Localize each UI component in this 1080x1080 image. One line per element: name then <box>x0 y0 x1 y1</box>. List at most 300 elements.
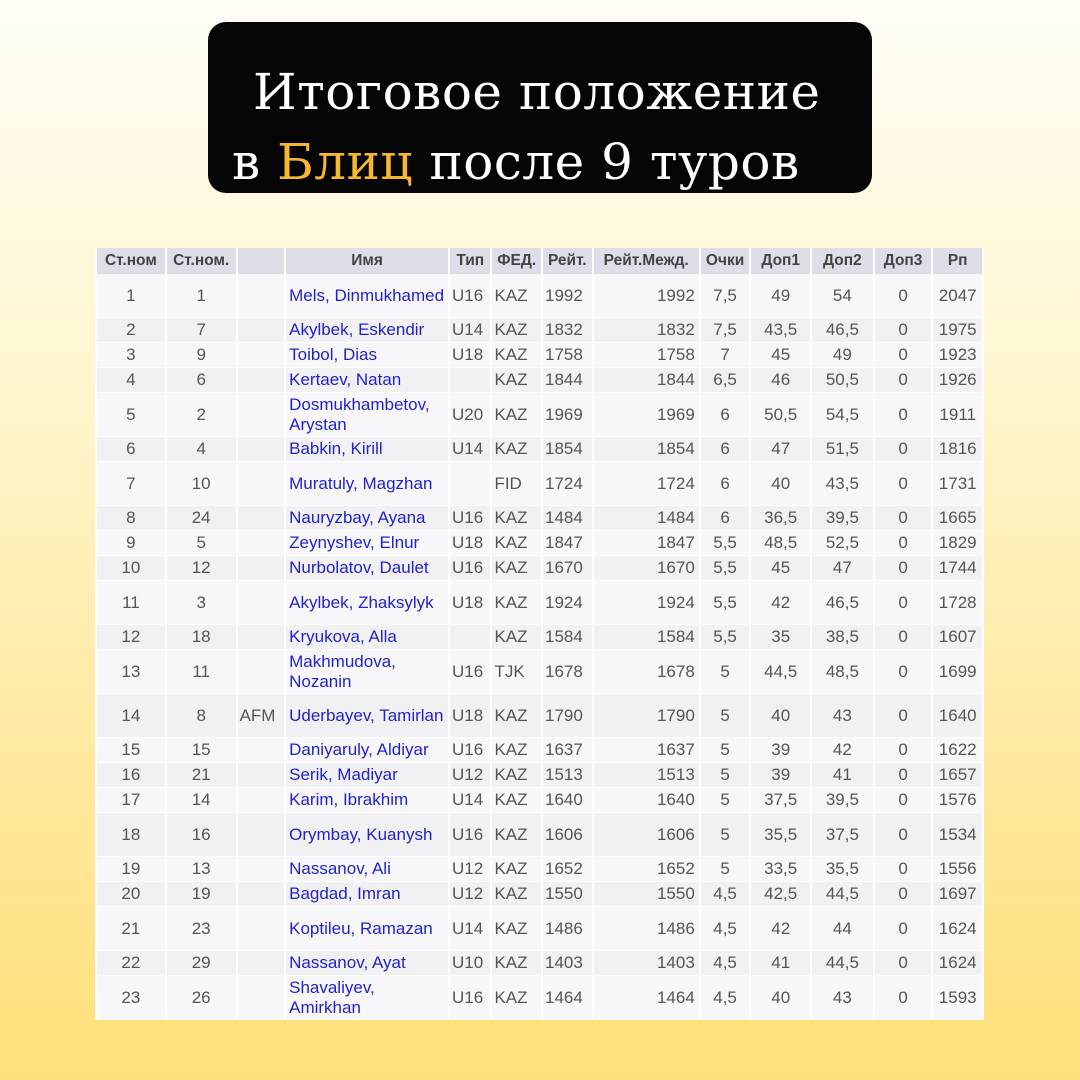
start-no-cell: 23 <box>167 907 236 951</box>
tb3-cell: 0 <box>875 976 932 1020</box>
fed-cell: KAZ <box>492 738 541 763</box>
rank-cell: 7 <box>97 462 165 506</box>
perf-cell: 1697 <box>933 882 982 907</box>
type-cell <box>450 462 490 506</box>
rank-cell: 22 <box>97 951 165 976</box>
table-row <box>97 857 982 882</box>
tb2-cell: 37,5 <box>812 813 873 857</box>
points-cell: 5 <box>701 694 750 738</box>
title-cell <box>238 813 285 857</box>
table-row <box>97 393 982 437</box>
rating-intl-cell: 1640 <box>594 788 699 813</box>
perf-cell: 1534 <box>933 813 982 857</box>
player-name-link[interactable]: Dosmukhambetov, Arystan <box>286 393 448 437</box>
player-name-link[interactable]: Orymbay, Kuanysh <box>286 813 448 857</box>
title-cell <box>238 951 285 976</box>
tb2-cell: 39,5 <box>812 506 873 531</box>
tb3-cell: 0 <box>875 882 932 907</box>
points-cell: 6 <box>701 437 750 462</box>
rating-intl-cell: 1584 <box>594 625 699 650</box>
rank-cell: 11 <box>97 581 165 625</box>
type-cell: U14 <box>450 318 490 343</box>
rating-cell: 1403 <box>543 951 592 976</box>
type-cell: U10 <box>450 951 490 976</box>
type-cell: U16 <box>450 738 490 763</box>
tb2-cell: 35,5 <box>812 857 873 882</box>
rating-cell: 1464 <box>543 976 592 1020</box>
rating-cell: 1637 <box>543 738 592 763</box>
rank-cell: 3 <box>97 343 165 368</box>
title-line-1: Итоговое положение <box>253 63 821 121</box>
tb3-cell: 0 <box>875 368 932 393</box>
perf-cell: 1975 <box>933 318 982 343</box>
perf-cell: 1593 <box>933 976 982 1020</box>
player-name-link[interactable]: Shavaliyev, Amirkhan <box>286 976 448 1020</box>
rank-cell: 10 <box>97 556 165 581</box>
tb2-cell: 46,5 <box>812 581 873 625</box>
player-name-link[interactable]: Nassanov, Ali <box>286 857 448 882</box>
table-row <box>97 506 982 531</box>
tb1-cell: 44,5 <box>751 650 810 694</box>
table-row <box>97 462 982 506</box>
col-start-no-header[interactable]: Ст.ном. <box>167 248 236 274</box>
tb1-cell: 43,5 <box>751 318 810 343</box>
title-cell <box>238 393 285 437</box>
points-cell: 7,5 <box>701 318 750 343</box>
points-cell: 7,5 <box>701 274 750 318</box>
tb2-cell: 46,5 <box>812 318 873 343</box>
rank-cell: 21 <box>97 907 165 951</box>
type-cell: U18 <box>450 531 490 556</box>
title-cell <box>238 857 285 882</box>
fed-cell: KAZ <box>492 274 541 318</box>
fed-cell: KAZ <box>492 882 541 907</box>
title-cell <box>238 318 285 343</box>
player-name-link[interactable]: Akylbek, Eskendir <box>286 318 448 343</box>
tb3-cell: 0 <box>875 274 932 318</box>
fed-cell: KAZ <box>492 393 541 437</box>
fed-cell: KAZ <box>492 318 541 343</box>
title-cell <box>238 650 285 694</box>
col-rank-header[interactable]: Ст.ном <box>97 248 165 274</box>
rank-cell: 16 <box>97 763 165 788</box>
perf-cell: 1657 <box>933 763 982 788</box>
tb1-cell: 35 <box>751 625 810 650</box>
tb1-cell: 50,5 <box>751 393 810 437</box>
col-tb2-header[interactable]: Доп2 <box>812 248 873 274</box>
tb2-cell: 38,5 <box>812 625 873 650</box>
rank-cell: 6 <box>97 437 165 462</box>
title-cell <box>238 274 285 318</box>
perf-cell: 1829 <box>933 531 982 556</box>
fed-cell: KAZ <box>492 976 541 1020</box>
rating-intl-cell: 1854 <box>594 437 699 462</box>
table-row <box>97 907 982 951</box>
player-name-link[interactable]: Kryukova, Alla <box>286 625 448 650</box>
rank-cell: 8 <box>97 506 165 531</box>
tb2-cell: 43 <box>812 976 873 1020</box>
table-row <box>97 318 982 343</box>
table-header-row <box>97 248 982 274</box>
type-cell: U16 <box>450 274 490 318</box>
rating-intl-cell: 1992 <box>594 274 699 318</box>
player-name-link[interactable]: Nauryzbay, Ayana <box>286 506 448 531</box>
table-row <box>97 556 982 581</box>
rating-cell: 1854 <box>543 437 592 462</box>
start-no-cell: 3 <box>167 581 236 625</box>
tb2-cell: 52,5 <box>812 531 873 556</box>
points-cell: 5 <box>701 813 750 857</box>
fed-cell: KAZ <box>492 788 541 813</box>
tb2-cell: 54 <box>812 274 873 318</box>
rating-intl-cell: 1844 <box>594 368 699 393</box>
tb1-cell: 36,5 <box>751 506 810 531</box>
tb3-cell: 0 <box>875 738 932 763</box>
rating-cell: 1550 <box>543 882 592 907</box>
tb3-cell: 0 <box>875 437 932 462</box>
rank-cell: 19 <box>97 857 165 882</box>
fed-cell: KAZ <box>492 556 541 581</box>
fed-cell: KAZ <box>492 368 541 393</box>
rank-cell: 20 <box>97 882 165 907</box>
points-cell: 5 <box>701 788 750 813</box>
tb3-cell: 0 <box>875 462 932 506</box>
rank-cell: 23 <box>97 976 165 1020</box>
title-banner <box>208 22 872 193</box>
rating-cell: 1790 <box>543 694 592 738</box>
title-cell <box>238 907 285 951</box>
rating-cell: 1844 <box>543 368 592 393</box>
table-row <box>97 343 982 368</box>
points-cell: 5,5 <box>701 581 750 625</box>
tb1-cell: 40 <box>751 976 810 1020</box>
col-rating-intl-header[interactable]: Рейт.Межд. <box>594 248 699 274</box>
rank-cell: 4 <box>97 368 165 393</box>
type-cell: U18 <box>450 343 490 368</box>
start-no-cell: 18 <box>167 625 236 650</box>
perf-cell: 1744 <box>933 556 982 581</box>
rank-cell: 1 <box>97 274 165 318</box>
title-cell: AFM <box>238 694 285 738</box>
type-cell: U16 <box>450 556 490 581</box>
type-cell: U12 <box>450 882 490 907</box>
rating-intl-cell: 1606 <box>594 813 699 857</box>
points-cell: 5 <box>701 650 750 694</box>
rating-intl-cell: 1832 <box>594 318 699 343</box>
fed-cell: TJK <box>492 650 541 694</box>
tb2-cell: 44,5 <box>812 951 873 976</box>
start-no-cell: 6 <box>167 368 236 393</box>
tb3-cell: 0 <box>875 907 932 951</box>
fed-cell: KAZ <box>492 951 541 976</box>
fed-cell: KAZ <box>492 813 541 857</box>
rating-intl-cell: 1652 <box>594 857 699 882</box>
rating-intl-cell: 1847 <box>594 531 699 556</box>
perf-cell: 1622 <box>933 738 982 763</box>
start-no-cell: 14 <box>167 788 236 813</box>
player-name-link[interactable]: Bagdad, Imran <box>286 882 448 907</box>
rating-cell: 1652 <box>543 857 592 882</box>
tb1-cell: 39 <box>751 738 810 763</box>
rank-cell: 2 <box>97 318 165 343</box>
rating-cell: 1924 <box>543 581 592 625</box>
rating-intl-cell: 1637 <box>594 738 699 763</box>
player-name-link[interactable]: Nassanov, Ayat <box>286 951 448 976</box>
rating-cell: 1640 <box>543 788 592 813</box>
tb2-cell: 44 <box>812 907 873 951</box>
start-no-cell: 21 <box>167 763 236 788</box>
rating-intl-cell: 1924 <box>594 581 699 625</box>
table-row <box>97 813 982 857</box>
table-row <box>97 368 982 393</box>
rank-cell: 17 <box>97 788 165 813</box>
type-cell: U16 <box>450 813 490 857</box>
tb2-cell: 39,5 <box>812 788 873 813</box>
perf-cell: 1607 <box>933 625 982 650</box>
rank-cell: 12 <box>97 625 165 650</box>
tb1-cell: 45 <box>751 556 810 581</box>
tb2-cell: 54,5 <box>812 393 873 437</box>
tb3-cell: 0 <box>875 788 932 813</box>
rating-intl-cell: 1724 <box>594 462 699 506</box>
points-cell: 7 <box>701 343 750 368</box>
tb3-cell: 0 <box>875 506 932 531</box>
col-tb1-header[interactable]: Доп1 <box>751 248 810 274</box>
tb1-cell: 45 <box>751 343 810 368</box>
rank-cell: 14 <box>97 694 165 738</box>
fed-cell: KAZ <box>492 531 541 556</box>
fed-cell: KAZ <box>492 907 541 951</box>
tb2-cell: 42 <box>812 738 873 763</box>
tb1-cell: 35,5 <box>751 813 810 857</box>
points-cell: 5 <box>701 857 750 882</box>
tb3-cell: 0 <box>875 318 932 343</box>
title-cell <box>238 581 285 625</box>
tb2-cell: 43,5 <box>812 462 873 506</box>
title-prefix: в <box>232 133 261 191</box>
fed-cell: KAZ <box>492 763 541 788</box>
tb3-cell: 0 <box>875 694 932 738</box>
points-cell: 5 <box>701 738 750 763</box>
points-cell: 6,5 <box>701 368 750 393</box>
tb1-cell: 46 <box>751 368 810 393</box>
rating-cell: 1606 <box>543 813 592 857</box>
perf-cell: 1699 <box>933 650 982 694</box>
rating-cell: 1724 <box>543 462 592 506</box>
title-cell <box>238 506 285 531</box>
fed-cell: KAZ <box>492 625 541 650</box>
tb3-cell: 0 <box>875 531 932 556</box>
tb2-cell: 47 <box>812 556 873 581</box>
col-fed-header[interactable]: ФЕД. <box>492 248 541 274</box>
player-name-link[interactable]: Akylbek, Zhaksylyk <box>286 581 448 625</box>
standings-table-container <box>95 248 984 1020</box>
table-row <box>97 976 982 1020</box>
tb1-cell: 41 <box>751 951 810 976</box>
player-name-link[interactable]: Makhmudova, Nozanin <box>286 650 448 694</box>
player-name-link[interactable]: Nurbolatov, Daulet <box>286 556 448 581</box>
title-line-2 <box>232 134 800 190</box>
fed-cell: KAZ <box>492 343 541 368</box>
type-cell: U14 <box>450 907 490 951</box>
rating-intl-cell: 1550 <box>594 882 699 907</box>
tb1-cell: 40 <box>751 462 810 506</box>
points-cell: 5,5 <box>701 556 750 581</box>
player-name-link[interactable]: Zeynyshev, Elnur <box>286 531 448 556</box>
title-cell <box>238 738 285 763</box>
tb1-cell: 37,5 <box>751 788 810 813</box>
tb2-cell: 41 <box>812 763 873 788</box>
type-cell: U14 <box>450 788 490 813</box>
start-no-cell: 11 <box>167 650 236 694</box>
title-suffix: после 9 туров <box>429 133 800 191</box>
player-name-link[interactable]: Koptileu, Ramazan <box>286 907 448 951</box>
start-no-cell: 24 <box>167 506 236 531</box>
rating-cell: 1832 <box>543 318 592 343</box>
rating-intl-cell: 1464 <box>594 976 699 1020</box>
player-name-link[interactable]: Serik, Madiyar <box>286 763 448 788</box>
perf-cell: 1926 <box>933 368 982 393</box>
start-no-cell: 15 <box>167 738 236 763</box>
title-cell <box>238 556 285 581</box>
col-name-header[interactable]: Имя <box>286 248 448 274</box>
tb2-cell: 44,5 <box>812 882 873 907</box>
rating-cell: 1486 <box>543 907 592 951</box>
fed-cell: KAZ <box>492 437 541 462</box>
type-cell <box>450 368 490 393</box>
start-no-cell: 29 <box>167 951 236 976</box>
perf-cell: 1731 <box>933 462 982 506</box>
tb1-cell: 48,5 <box>751 531 810 556</box>
player-name-link[interactable]: Daniyaruly, Aldiyar <box>286 738 448 763</box>
type-cell: U12 <box>450 857 490 882</box>
fed-cell: KAZ <box>492 694 541 738</box>
title-cell <box>238 462 285 506</box>
rank-cell: 9 <box>97 531 165 556</box>
tb3-cell: 0 <box>875 393 932 437</box>
tb1-cell: 42 <box>751 581 810 625</box>
start-no-cell: 5 <box>167 531 236 556</box>
rating-intl-cell: 1486 <box>594 907 699 951</box>
start-no-cell: 12 <box>167 556 236 581</box>
fed-cell: KAZ <box>492 581 541 625</box>
points-cell: 4,5 <box>701 907 750 951</box>
col-points-header[interactable]: Очки <box>701 248 750 274</box>
rating-cell: 1678 <box>543 650 592 694</box>
tb3-cell: 0 <box>875 813 932 857</box>
perf-cell: 1816 <box>933 437 982 462</box>
points-cell: 6 <box>701 462 750 506</box>
type-cell: U18 <box>450 581 490 625</box>
table-row <box>97 625 982 650</box>
col-tb3-header[interactable]: Доп3 <box>875 248 932 274</box>
tb1-cell: 40 <box>751 694 810 738</box>
rating-cell: 1992 <box>543 274 592 318</box>
title-cell <box>238 788 285 813</box>
rating-cell: 1847 <box>543 531 592 556</box>
rating-intl-cell: 1403 <box>594 951 699 976</box>
perf-cell: 1576 <box>933 788 982 813</box>
rating-cell: 1484 <box>543 506 592 531</box>
tb1-cell: 33,5 <box>751 857 810 882</box>
tb2-cell: 51,5 <box>812 437 873 462</box>
col-rating-header[interactable]: Рейт. <box>543 248 592 274</box>
fed-cell: KAZ <box>492 857 541 882</box>
table-body <box>97 274 982 1020</box>
tb3-cell: 0 <box>875 556 932 581</box>
rating-intl-cell: 1790 <box>594 694 699 738</box>
rating-intl-cell: 1969 <box>594 393 699 437</box>
tb3-cell: 0 <box>875 650 932 694</box>
tb1-cell: 42,5 <box>751 882 810 907</box>
points-cell: 6 <box>701 393 750 437</box>
start-no-cell: 26 <box>167 976 236 1020</box>
table-row <box>97 882 982 907</box>
player-name-link[interactable]: Toibol, Dias <box>286 343 448 368</box>
rating-intl-cell: 1670 <box>594 556 699 581</box>
rating-intl-cell: 1484 <box>594 506 699 531</box>
points-cell: 4,5 <box>701 951 750 976</box>
title-cell <box>238 625 285 650</box>
table-row <box>97 531 982 556</box>
table-row <box>97 951 982 976</box>
perf-cell: 1911 <box>933 393 982 437</box>
perf-cell: 1624 <box>933 907 982 951</box>
tb2-cell: 48,5 <box>812 650 873 694</box>
perf-cell: 1624 <box>933 951 982 976</box>
col-perf-header[interactable]: Рп <box>933 248 982 274</box>
start-no-cell: 1 <box>167 274 236 318</box>
type-cell: U18 <box>450 694 490 738</box>
tb1-cell: 49 <box>751 274 810 318</box>
rating-cell: 1758 <box>543 343 592 368</box>
player-name-link[interactable]: Babkin, Kirill <box>286 437 448 462</box>
start-no-cell: 16 <box>167 813 236 857</box>
points-cell: 4,5 <box>701 882 750 907</box>
player-name-link[interactable]: Karim, Ibrakhim <box>286 788 448 813</box>
player-name-link[interactable]: Mels, Dinmukhamed <box>286 274 448 318</box>
title-cell <box>238 368 285 393</box>
table-row <box>97 650 982 694</box>
rating-cell: 1584 <box>543 625 592 650</box>
tb1-cell: 42 <box>751 907 810 951</box>
rating-intl-cell: 1758 <box>594 343 699 368</box>
start-no-cell: 9 <box>167 343 236 368</box>
rating-intl-cell: 1678 <box>594 650 699 694</box>
points-cell: 5,5 <box>701 625 750 650</box>
type-cell: U16 <box>450 506 490 531</box>
rating-cell: 1513 <box>543 763 592 788</box>
rating-cell: 1969 <box>543 393 592 437</box>
col-type-header[interactable]: Тип <box>450 248 490 274</box>
type-cell: U20 <box>450 393 490 437</box>
col-title-header[interactable] <box>238 248 285 274</box>
perf-cell: 1923 <box>933 343 982 368</box>
start-no-cell: 13 <box>167 857 236 882</box>
player-name-link[interactable]: Muratuly, Magzhan <box>286 462 448 506</box>
fed-cell: KAZ <box>492 506 541 531</box>
rank-cell: 5 <box>97 393 165 437</box>
player-name-link[interactable]: Uderbayev, Tamirlan <box>286 694 448 738</box>
start-no-cell: 4 <box>167 437 236 462</box>
table-row <box>97 437 982 462</box>
tb2-cell: 49 <box>812 343 873 368</box>
start-no-cell: 8 <box>167 694 236 738</box>
perf-cell: 1728 <box>933 581 982 625</box>
title-cell <box>238 531 285 556</box>
perf-cell: 1665 <box>933 506 982 531</box>
player-name-link[interactable]: Kertaev, Natan <box>286 368 448 393</box>
